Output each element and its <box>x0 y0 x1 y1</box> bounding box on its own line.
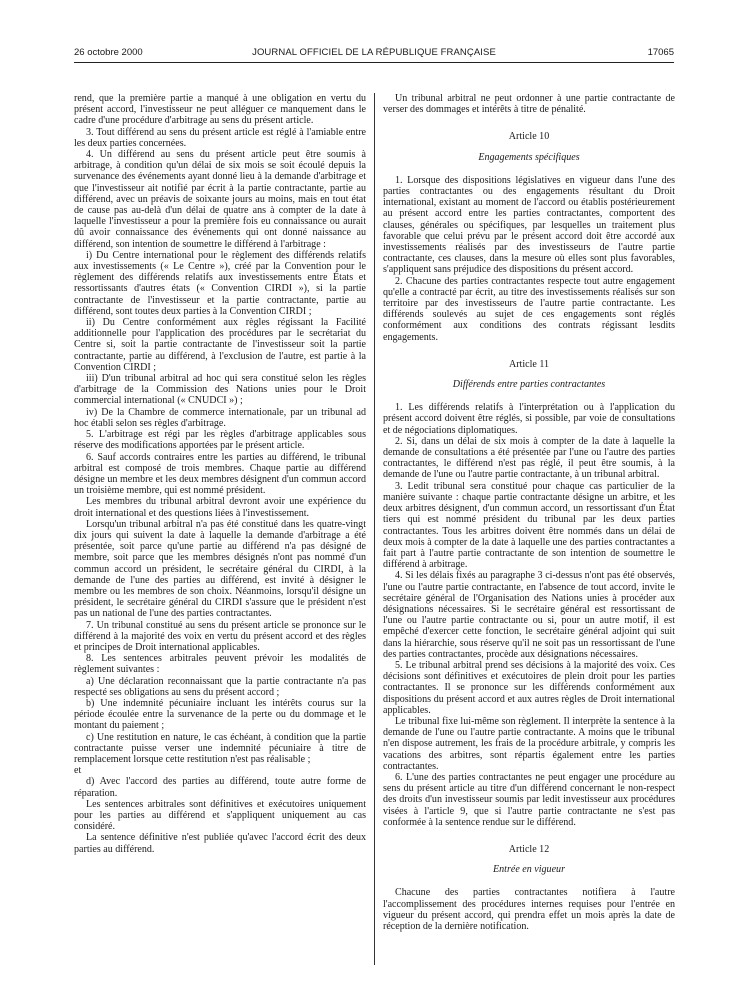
article-12-subtitle: Entrée en vigueur <box>493 864 565 876</box>
paragraph: Les membres du tribunal arbitral devront avoir une expérience du droit international et des questions liées à l'investissement. <box>74 496 366 519</box>
paragraph: 8. Les sentences arbitrales peuvent prévoir les modalités de règlement suivantes : <box>74 653 366 676</box>
paragraph: iii) D'un tribunal arbitral ad hoc qui sera constitué selon les règles d'arbitrage de la Commission des Nations unies pour le Droit commercial international (« CNUDCI ») ; <box>74 373 366 407</box>
paragraph: 1. Les différends relatifs à l'interprétation ou à l'application du présent accord doivent être réglés, si possible, par voie de consultations et de négociations diplomatiques. <box>383 402 675 436</box>
paragraph: 6. Sauf accords contraires entre les parties au différend, le tribunal arbitral est composé de trois membres. Chaque partie au différend désigne un membre et les deux membres désignent d'un commun accord un troisième membre, qui est nommé président. <box>74 451 366 497</box>
paragraph: 2. Si, dans un délai de six mois à compter de la date à laquelle la demande de consultations a été présentée par l'une ou l'autre des parties contractantes, le différend n'est pas réglé, il peut être soumis, à la demande de l'une ou l'autre partie contractante, à un tribunal arbitral. <box>383 435 675 481</box>
paragraph: Chacune des parties contractantes notifiera à l'autre l'accomplissement des procédures internes requises pour l'entrée en vigueur du présent accord, qui prendra effet un mois après la date de réception de la dernière notification. <box>383 887 675 932</box>
paragraph: Lorsqu'un tribunal arbitral n'a pas été constitué dans les quatre-vingt dix jours qui suivent la date à laquelle la demande d'arbitrage a été présentée, soit parce qu'une partie au différend n'a pas désigné de membre, soit parce que les membres désignés n'ont pas nommé d'un commun accord un président, le secrétaire général du CIRDI, à la demande de l'une des parties au différend, est invité à désigner le membre ou les membres de son choix. Néanmoins, lorsqu'il désigne un président, le secrétaire général du CIRDI s'assure que le président n'est pas un national de l'une des parties contractantes. <box>74 518 366 620</box>
header-page-number: 17065 <box>647 47 674 58</box>
paragraph: 1. Lorsque des dispositions législatives en vigueur dans l'une des parties contractantes ou des engagements résultant du Droit international, existant au moment de l'accord ou établis postérieurement au présent accord entre les parties contractantes, comportent des clauses, générales ou spécifiques, par lesquelles un traitement plus favorable que celui prévu par le présent accord doit être accordé aux investissements réalisés par des investisseurs de l'autre partie contractante, ces clauses, dans la mesure où elles sont plus favorables, s'appliquent sans préjudice des dispositions du présent accord. <box>383 174 675 276</box>
left-column <box>74 93 366 973</box>
paragraph: ii) Du Centre conformément aux règles régissant la Facilité additionnelle pour l'application des procédures par le secrétariat du Centre si, soit la partie contractante de l'investisseur soit la partie contractante, partie au différend, à l'exclusion de l'autre, est partie à la Convention CIRDI ; <box>74 317 366 373</box>
paragraph: Un tribunal arbitral ne peut ordonner à une partie contractante de verser des dommages et intérêts à titre de pénalité. <box>383 93 675 116</box>
paragraph: 4. Si les délais fixés au paragraphe 3 ci-dessus n'ont pas été observés, l'une ou l'autre partie contractante, en l'absence de tout accord, invite le secrétaire général de l'Organisation des Nations unies à procéder aux désignations nécessaires. Si le secrétaire général est ressortissant de l'une ou l'autre partie contractante ou si, pour un autre motif, il est empêché d'exercer cette fonction, le secrétaire général adjoint qui suit dans la hiérarchie, sous réserve qu'il ne soit pas un ressortissant de l'une des parties contractantes, procède aux désignations nécessaires. <box>383 570 675 660</box>
paragraph: c) Une restitution en nature, le cas échéant, à condition que la partie contractante puisse verser une indemnité pécuniaire à titre de remplacement lorsque cette restitution n'est pas réalisable ; <box>74 731 366 765</box>
paragraph: et <box>74 765 82 777</box>
article-10-title: Article 10 <box>508 131 550 143</box>
paragraph: a) Une déclaration reconnaissant que la partie contractante n'a pas respecté ses obligations au sens du présent accord ; <box>74 675 366 698</box>
header-rule <box>74 62 674 63</box>
paragraph: 7. Un tribunal constitué au sens du présent article se prononce sur le différend à la majorité des voix en vertu du présent accord et des règles et principes de Droit international applicables. <box>74 619 366 653</box>
paragraph: d) Avec l'accord des parties au différend, toute autre forme de réparation. <box>74 776 366 799</box>
paragraph: Les sentences arbitrales sont définitives et exécutoires uniquement pour les parties au différend et s'appliquent uniquement au cas considéré. <box>74 798 366 833</box>
paragraph: rend, que la première partie a manqué à une obligation en vertu du présent accord, l'investisseur ne peut alléguer ce manquement dans le cadre d'une procédure d'arbitrage au sens du présent article. <box>74 93 366 127</box>
paragraph: 5. Le tribunal arbitral prend ses décisions à la majorité des voix. Ces décisions sont définitives et exécutoires de plein droit pour les parties contractantes. Il se prononce sur les différends conformément aux dispositions du présent accord et aux autres règles de Droit international applicables. <box>383 659 675 716</box>
paragraph: iv) De la Chambre de commerce internationale, par un tribunal ad hoc établi selon ses règles d'arbitrage. <box>74 406 366 429</box>
article-10-subtitle: Engagements spécifiques <box>478 151 580 163</box>
article-11-subtitle: Différends entre parties contractantes <box>452 379 606 391</box>
header-journal-title: JOURNAL OFFICIEL DE LA RÉPUBLIQUE FRANÇAISE <box>252 47 496 58</box>
paragraph: Le tribunal fixe lui-même son règlement. Il interprète la sentence à la demande de l'une ou l'autre partie contractante. A moins que le tribunal n'en dispose autrement, les frais de la procédure arbitrale, y compris les vacations des arbitres, sont répartis également entre les parties contractantes. <box>383 715 675 772</box>
right-column <box>383 93 675 973</box>
paragraph: La sentence définitive n'est publiée qu'avec l'accord écrit des deux parties au différend. <box>74 832 366 855</box>
paragraph: 2. Chacune des parties contractantes respecte tout autre engagement qu'elle a contracté par écrit, au titre des investissements réalisés sur son territoire par des investisseurs de l'autre partie contractante. Les différends soulevés au sujet de ces engagements sont réglés conformément aux conditions des contrats régissant lesdits engagements. <box>383 275 675 343</box>
paragraph: 3. Ledit tribunal sera constitué pour chaque cas particulier de la manière suivante : chaque partie contractante désigne un arbitre, et les deux arbitres désignent, d'un commun accord, un ressortissant d'un État tiers qui est nommé président du tribunal par les deux parties contractantes. Tous les arbitres doivent être nommés dans un délai de deux mois à compter de la date à laquelle une des parties contractantes a fait part à l'autre partie contractante de son intention de soumettre le différend à arbitrage. <box>383 480 675 571</box>
paragraph: 5. L'arbitrage est régi par les règles d'arbitrage applicables sous réserve des modifications apportées par le présent article. <box>74 429 366 452</box>
article-12-title: Article 12 <box>508 843 550 855</box>
paragraph: i) Du Centre international pour le règlement des différends relatifs aux investissements (« Le Centre »), créé par la Convention pour le règlement des différends relatifs aux investissements entre États et ressortissants d'autres états (« Convention CIRDI »), si la partie contractante de l'investisseur et la partie contractante, partie au différend, sont toutes deux parties à la Convention CIRDI ; <box>74 249 366 317</box>
paragraph: b) Une indemnité pécuniaire incluant les intérêts courus sur la période écoulée entre la survenance de la perte ou du dommage et le montant du paiement ; <box>74 697 366 732</box>
header-date: 26 octobre 2000 <box>74 47 143 58</box>
paragraph: 3. Tout différend au sens du présent article est réglé à l'amiable entre les deux parties concernées. <box>74 126 366 149</box>
paragraph: 6. L'une des parties contractantes ne peut engager une procédure au sens du présent article au titre d'un différend concernant le non-respect des droits d'un investisseur soumis par ledit investisseur aux procédures visées à l'article 9, que si l'autre partie contractante ne s'est pas conformée à la sentence rendue sur le différend. <box>383 771 675 828</box>
column-divider <box>374 93 375 965</box>
paragraph: 4. Un différend au sens du présent article peut être soumis à arbitrage, à condition qu'un délai de six mois se soit écoulé depuis la survenance des événements ayant donné lieu à la demande d'arbitrage et que l'investisseur ait notifié par écrit à la partie contractante, partie au différend, avec un préavis de soixante jours au moins, mais en tout état de cause pas au-delà d'un délai de quatre ans à compter de la date à laquelle l'investisseur a pour la première fois eu connaissance ou aurait dû avoir connaissance des événements qui ont donné naissance au différend, son intention de soumettre le différend à l'arbitrage : <box>74 149 366 250</box>
article-11-title: Article 11 <box>508 358 550 370</box>
